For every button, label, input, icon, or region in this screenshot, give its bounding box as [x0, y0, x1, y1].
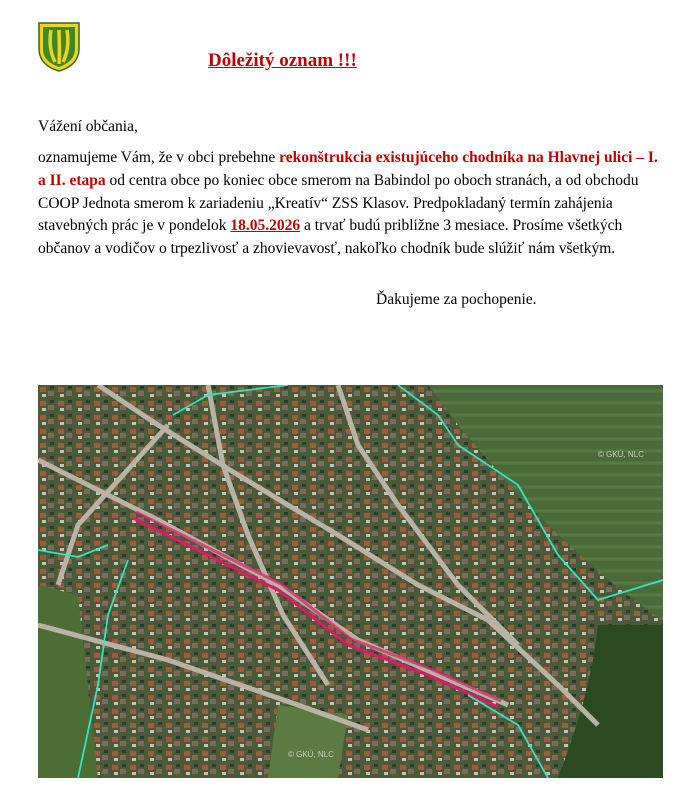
highlighted-project-name: rekonštrukcia existujúceho chodníka na Hlavnej ulici – I. a II. etapa [38, 149, 658, 189]
aerial-map-image [38, 385, 663, 778]
greeting: Vážení občania, [38, 118, 138, 135]
notice-body [38, 147, 658, 261]
map-watermark-top: © GKÚ, NLC [598, 450, 644, 459]
body-text-part-2: od centra obce po koniec obce smerom na Babindol po oboch stranách, a od obchodu COOP Jednota smerom k zariadeniu „Kreatív“ ZSS Klasov. Predpokladaný termín zahájenia stavebných prác je v pondelok [38, 171, 639, 235]
map-watermark-bottom: © GKÚ, NLC [288, 750, 334, 759]
thanks-note: Ďakujeme za pochopenie. [376, 291, 537, 308]
body-text-part-3: a trvať budú približne 3 mesiace. Prosíme všetkých občanov a vodičov o trpezlivosť a zhovievavosť, nakoľko chodník bude slúžiť nám všetkým. [38, 217, 623, 258]
body-text-part-1: oznamujeme Vám, že v obci prebehne [38, 149, 280, 166]
municipality-coat-of-arms-logo [38, 22, 80, 72]
notice-title: Dôležitý oznam !!! [208, 50, 357, 71]
start-date: 18.05.2026 [230, 217, 301, 235]
